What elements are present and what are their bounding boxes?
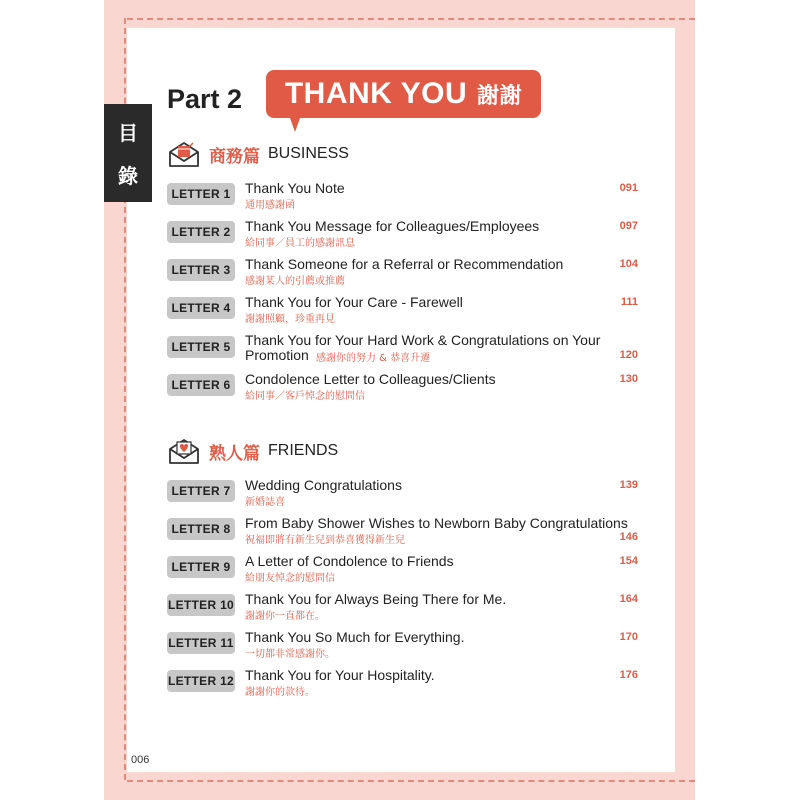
letter-title: Thank You for Your Care - Farewell [245, 294, 463, 310]
page-number: 006 [131, 754, 150, 766]
letter-label: LETTER 4 [167, 297, 235, 319]
letter-title: Thank You for Your Hospitality. [245, 667, 435, 683]
toc-row[interactable] [167, 513, 647, 549]
letter-title: Thank You for Always Being There for Me. [245, 591, 507, 607]
letter-label: LETTER 8 [167, 518, 235, 540]
dashed-border-top [127, 18, 695, 20]
section-title-en: FRIENDS [268, 442, 339, 459]
toc-row[interactable] [167, 551, 647, 587]
letter-label: LETTER 5 [167, 336, 235, 358]
toc-side-tab [104, 104, 152, 202]
side-tab-char: 目 [118, 121, 138, 145]
toc-row[interactable] [167, 255, 647, 291]
thank-you-banner [266, 70, 541, 118]
letter-label: LETTER 3 [167, 259, 235, 281]
letter-label: LETTER 7 [167, 480, 235, 502]
toc-row[interactable] [167, 665, 647, 701]
letter-title: Thank You for Your Hard Work & Congratulations on Your [245, 332, 601, 348]
banner-en: THANK YOU [284, 77, 468, 110]
letter-title-cont: Promotion [245, 347, 309, 363]
part-title: Part 2 [167, 84, 243, 114]
letter-title: Thank You So Much for Everything. [245, 629, 465, 645]
letter-subtitle-zh: 通用感謝函 [245, 200, 295, 211]
page-ref: 104 [619, 258, 638, 270]
letter-label: LETTER 10 [167, 594, 235, 616]
page-ref: 154 [619, 555, 638, 567]
side-tab-char: 錄 [118, 164, 138, 188]
toc-row[interactable] [167, 217, 647, 253]
letter-subtitle-zh: 祝福即將有新生兒到恭喜獲得新生兒 [245, 535, 405, 546]
letter-subtitle-zh: 謝謝你的款待。 [245, 687, 315, 698]
toc-row[interactable] [167, 589, 647, 625]
letter-title: Condolence Letter to Colleagues/Clients [245, 371, 496, 387]
letter-title: From Baby Shower Wishes to Newborn Baby Congratulations [245, 515, 628, 531]
page-ref: 091 [619, 182, 638, 194]
letter-title: Thank You Note [245, 180, 345, 196]
envelope-box-icon [167, 140, 201, 168]
page-ref: 176 [619, 669, 638, 681]
envelope-heart-icon [167, 437, 201, 465]
toc-row[interactable] [167, 475, 647, 511]
section-business-header [167, 140, 349, 168]
page-ref: 146 [619, 531, 638, 543]
page-ref: 130 [619, 373, 638, 385]
section-title-zh: 商務篇 [209, 146, 260, 167]
letter-title: A Letter of Condolence to Friends [245, 553, 454, 569]
letter-title: Thank You Message for Colleagues/Employees [245, 218, 540, 234]
letter-subtitle-zh: 新婚誌喜 [245, 497, 285, 508]
letter-subtitle-zh: 感謝某人的引薦或推薦 [245, 276, 345, 287]
page-ref: 097 [619, 220, 638, 232]
letter-subtitle-zh: 感謝你的努力 & 恭喜升遷 [316, 353, 431, 364]
section-friends-header [167, 437, 338, 465]
letter-subtitle-zh: 一切都非常感謝你。 [245, 649, 335, 660]
letter-title: Thank Someone for a Referral or Recommendation [245, 256, 564, 272]
toc-row[interactable] [167, 179, 647, 215]
letter-subtitle-zh: 謝謝你一直都在。 [245, 611, 325, 622]
letter-label: LETTER 6 [167, 374, 235, 396]
page-ref: 170 [619, 631, 638, 643]
letter-subtitle-zh: 給同事／客戶悼念的慰問信 [245, 391, 365, 402]
letter-title: Wedding Congratulations [245, 477, 402, 493]
page-ref: 139 [619, 479, 638, 491]
toc-row[interactable] [167, 293, 647, 329]
banner-tail [290, 118, 300, 132]
letter-label: LETTER 11 [167, 632, 235, 654]
letter-subtitle-zh: 給同事／員工的感謝訊息 [245, 238, 355, 249]
letter-label: LETTER 9 [167, 556, 235, 578]
section-title-en: BUSINESS [268, 145, 349, 162]
letter-label: LETTER 12 [167, 670, 235, 692]
page-ref: 111 [620, 296, 638, 308]
toc-row[interactable] [167, 331, 647, 371]
letter-subtitle-zh: 給朋友悼念的慰問信 [245, 573, 335, 584]
page-ref: 120 [619, 349, 638, 361]
toc-row[interactable] [167, 627, 647, 663]
dashed-border-bottom [127, 780, 695, 782]
section-title-zh: 熟人篇 [209, 443, 260, 464]
toc-row[interactable] [167, 369, 647, 405]
letter-label: LETTER 1 [167, 183, 235, 205]
banner-zh: 謝謝 [477, 83, 523, 109]
letter-subtitle-zh: 謝謝照顧，珍重再見 [245, 314, 335, 325]
page-ref: 164 [619, 593, 638, 605]
letter-label: LETTER 2 [167, 221, 235, 243]
